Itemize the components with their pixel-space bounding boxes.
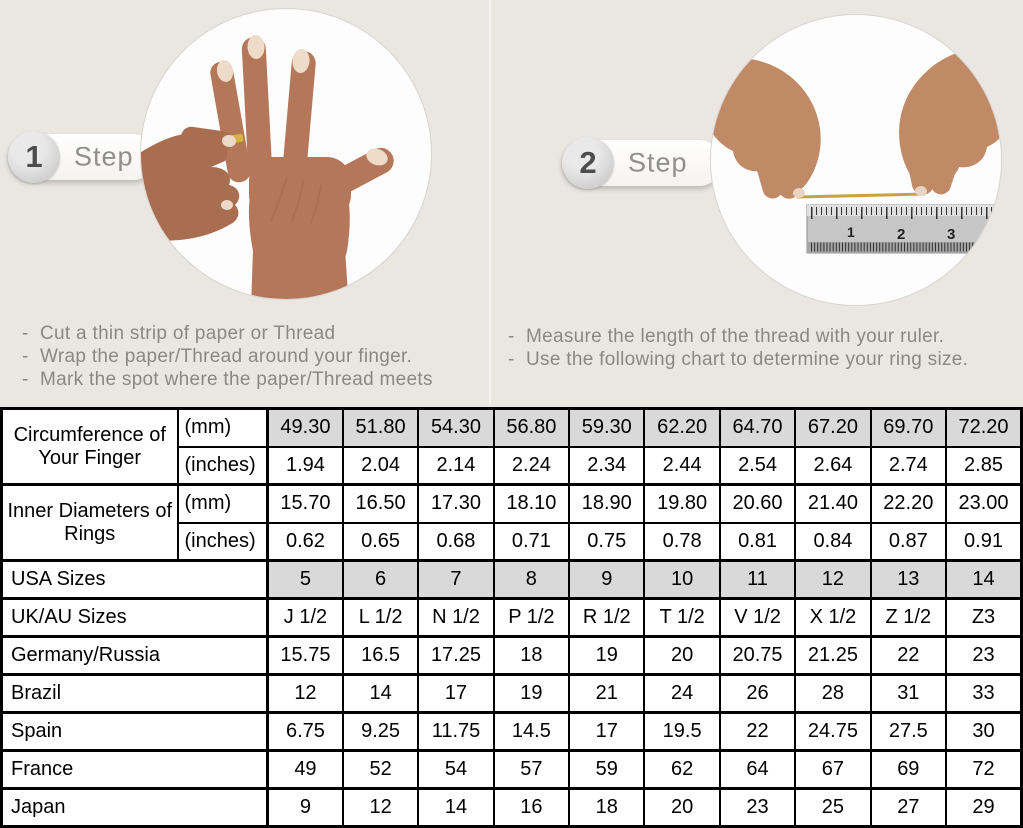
value-cell: 2.44	[644, 447, 719, 485]
value-cell: 21.25	[795, 637, 870, 675]
unit-cell: (inches)	[178, 447, 268, 485]
value-cell: 59	[569, 751, 644, 789]
value-cell: 59.30	[569, 409, 644, 447]
instruction-line	[22, 368, 492, 391]
value-cell: 0.75	[569, 523, 644, 561]
hand-with-ring-illustration	[141, 9, 431, 299]
value-cell: 0.78	[644, 523, 719, 561]
value-cell: 9	[268, 789, 343, 827]
value-cell: 69.70	[871, 409, 946, 447]
value-cell: 6.75	[268, 713, 343, 751]
thread-icon	[797, 194, 925, 197]
value-cell: 64	[720, 751, 795, 789]
value-cell: 54.30	[418, 409, 493, 447]
value-cell: 20.75	[720, 637, 795, 675]
instruction-text: Wrap the paper/Thread around your finger.	[40, 346, 413, 367]
ring-size-chart-table	[0, 407, 1023, 828]
value-cell: 19.80	[644, 485, 719, 523]
row-group-label: Inner Diameters of Rings	[2, 485, 178, 561]
instruction-text: Mark the spot where the paper/Thread meets	[40, 369, 433, 390]
value-cell: 9.25	[343, 713, 418, 751]
value-cell: 17.30	[418, 485, 493, 523]
value-cell: 18.90	[569, 485, 644, 523]
step1-instructions	[22, 322, 492, 391]
value-cell: 20.60	[720, 485, 795, 523]
dash-bullet: -	[508, 326, 515, 347]
value-cell: 24	[644, 675, 719, 713]
value-cell: 14	[343, 675, 418, 713]
value-cell: 27	[871, 789, 946, 827]
value-cell: 26	[720, 675, 795, 713]
value-cell: 0.71	[494, 523, 569, 561]
measuring-hands-illustration	[711, 15, 1001, 305]
value-cell: 17	[418, 675, 493, 713]
value-cell: 27.5	[871, 713, 946, 751]
table-row	[2, 599, 1022, 637]
value-cell: 33	[946, 675, 1021, 713]
value-cell: 7	[418, 561, 493, 599]
row-label: Germany/Russia	[2, 637, 268, 675]
value-cell: 14.5	[494, 713, 569, 751]
value-cell: 16.5	[343, 637, 418, 675]
step2-label: Step	[628, 147, 688, 178]
step2-badge	[562, 140, 722, 186]
value-cell: 0.68	[418, 523, 493, 561]
step1-photo-circle	[140, 8, 432, 300]
instruction-text: Use the following chart to determine your ring size.	[526, 349, 969, 370]
value-cell: 25	[795, 789, 870, 827]
table-row	[2, 751, 1022, 789]
value-cell: 15.75	[268, 637, 343, 675]
value-cell: 5	[268, 561, 343, 599]
value-cell: 11	[720, 561, 795, 599]
value-cell: 2.04	[343, 447, 418, 485]
value-cell: 16	[494, 789, 569, 827]
value-cell: 8	[494, 561, 569, 599]
value-cell: Z3	[946, 599, 1021, 637]
value-cell: 21.40	[795, 485, 870, 523]
value-cell: 62.20	[644, 409, 719, 447]
unit-cell: (mm)	[178, 485, 268, 523]
value-cell: 15.70	[268, 485, 343, 523]
value-cell: 54	[418, 751, 493, 789]
value-cell: 2.54	[720, 447, 795, 485]
value-cell: 19	[569, 637, 644, 675]
value-cell: 24.75	[795, 713, 870, 751]
value-cell: 22	[871, 637, 946, 675]
value-cell: 29	[946, 789, 1021, 827]
value-cell: 14	[946, 561, 1021, 599]
row-label: UK/AU Sizes	[2, 599, 268, 637]
value-cell: 72	[946, 751, 1021, 789]
dash-bullet: -	[22, 323, 29, 344]
step1-number: 1	[8, 131, 60, 183]
value-cell: 20	[644, 637, 719, 675]
value-cell: 12	[343, 789, 418, 827]
value-cell: 17.25	[418, 637, 493, 675]
table-row	[2, 637, 1022, 675]
step1-label: Step	[74, 141, 134, 172]
value-cell: 30	[946, 713, 1021, 751]
value-cell: 10	[644, 561, 719, 599]
value-cell: 23	[720, 789, 795, 827]
value-cell: 28	[795, 675, 870, 713]
instruction-line	[508, 325, 1023, 348]
value-cell: N 1/2	[418, 599, 493, 637]
value-cell: 18	[494, 637, 569, 675]
dash-bullet: -	[22, 346, 29, 367]
step1-badge	[8, 134, 156, 180]
instruction-line	[508, 348, 1023, 371]
value-cell: 67.20	[795, 409, 870, 447]
step2-instructions	[508, 325, 1023, 371]
value-cell: 16.50	[343, 485, 418, 523]
value-cell: 52	[343, 751, 418, 789]
value-cell: 19.5	[644, 713, 719, 751]
value-cell: Z 1/2	[871, 599, 946, 637]
value-cell: 0.87	[871, 523, 946, 561]
value-cell: J 1/2	[268, 599, 343, 637]
unit-cell: (mm)	[178, 409, 268, 447]
value-cell: 12	[268, 675, 343, 713]
value-cell: 64.70	[720, 409, 795, 447]
value-cell: 19	[494, 675, 569, 713]
value-cell: 12	[795, 561, 870, 599]
value-cell: 1.94	[268, 447, 343, 485]
value-cell: 57	[494, 751, 569, 789]
value-cell: 0.65	[343, 523, 418, 561]
value-cell: 21	[569, 675, 644, 713]
instruction-text: Measure the length of the thread with your ruler.	[526, 326, 945, 347]
step2-number: 2	[562, 137, 614, 189]
instruction-line	[22, 345, 492, 368]
row-label: France	[2, 751, 268, 789]
dash-bullet: -	[508, 349, 515, 370]
row-label: USA Sizes	[2, 561, 268, 599]
value-cell: L 1/2	[343, 599, 418, 637]
value-cell: 13	[871, 561, 946, 599]
value-cell: 23.00	[946, 485, 1021, 523]
row-label: Spain	[2, 713, 268, 751]
value-cell: 67	[795, 751, 870, 789]
value-cell: 2.85	[946, 447, 1021, 485]
value-cell: 49	[268, 751, 343, 789]
table-row	[2, 789, 1022, 827]
value-cell: 9	[569, 561, 644, 599]
value-cell: 20	[644, 789, 719, 827]
value-cell: 0.62	[268, 523, 343, 561]
value-cell: 31	[871, 675, 946, 713]
value-cell: 11.75	[418, 713, 493, 751]
value-cell: 62	[644, 751, 719, 789]
value-cell: V 1/2	[720, 599, 795, 637]
value-cell: 0.91	[946, 523, 1021, 561]
value-cell: X 1/2	[795, 599, 870, 637]
left-pinch-hand-icon	[711, 58, 821, 201]
instruction-line	[22, 322, 492, 345]
value-cell: 2.14	[418, 447, 493, 485]
value-cell: 22	[720, 713, 795, 751]
value-cell: 2.64	[795, 447, 870, 485]
table-row	[2, 485, 1022, 523]
ruler-number: 3	[947, 226, 956, 243]
step2-photo-circle	[710, 14, 1002, 306]
value-cell: 72.20	[946, 409, 1021, 447]
value-cell: 6	[343, 561, 418, 599]
table-row	[2, 561, 1022, 599]
ruler-number: 2	[897, 226, 906, 243]
ruler-icon	[807, 205, 1001, 253]
value-cell: 23	[946, 637, 1021, 675]
value-cell: 69	[871, 751, 946, 789]
value-cell: 0.84	[795, 523, 870, 561]
value-cell: 2.34	[569, 447, 644, 485]
size-chart-tbody	[2, 409, 1022, 827]
value-cell: 2.24	[494, 447, 569, 485]
value-cell: 49.30	[268, 409, 343, 447]
hand-icon	[209, 36, 399, 299]
value-cell: 18	[569, 789, 644, 827]
value-cell: 0.81	[720, 523, 795, 561]
value-cell: P 1/2	[494, 599, 569, 637]
value-cell: R 1/2	[569, 599, 644, 637]
value-cell: 14	[418, 789, 493, 827]
row-label: Japan	[2, 789, 268, 827]
value-cell: T 1/2	[644, 599, 719, 637]
value-cell: 51.80	[343, 409, 418, 447]
right-pinch-hand-icon	[899, 47, 1001, 197]
value-cell: 2.74	[871, 447, 946, 485]
table-row	[2, 675, 1022, 713]
value-cell: 22.20	[871, 485, 946, 523]
unit-cell: (inches)	[178, 523, 268, 561]
ruler-number: 1	[847, 224, 855, 240]
value-cell: 18.10	[494, 485, 569, 523]
table-row	[2, 409, 1022, 447]
instruction-text: Cut a thin strip of paper or Thread	[40, 323, 336, 344]
value-cell: 56.80	[494, 409, 569, 447]
dash-bullet: -	[22, 369, 29, 390]
value-cell: 17	[569, 713, 644, 751]
table-row	[2, 713, 1022, 751]
row-group-label: Circumference of Your Finger	[2, 409, 178, 485]
row-label: Brazil	[2, 675, 268, 713]
